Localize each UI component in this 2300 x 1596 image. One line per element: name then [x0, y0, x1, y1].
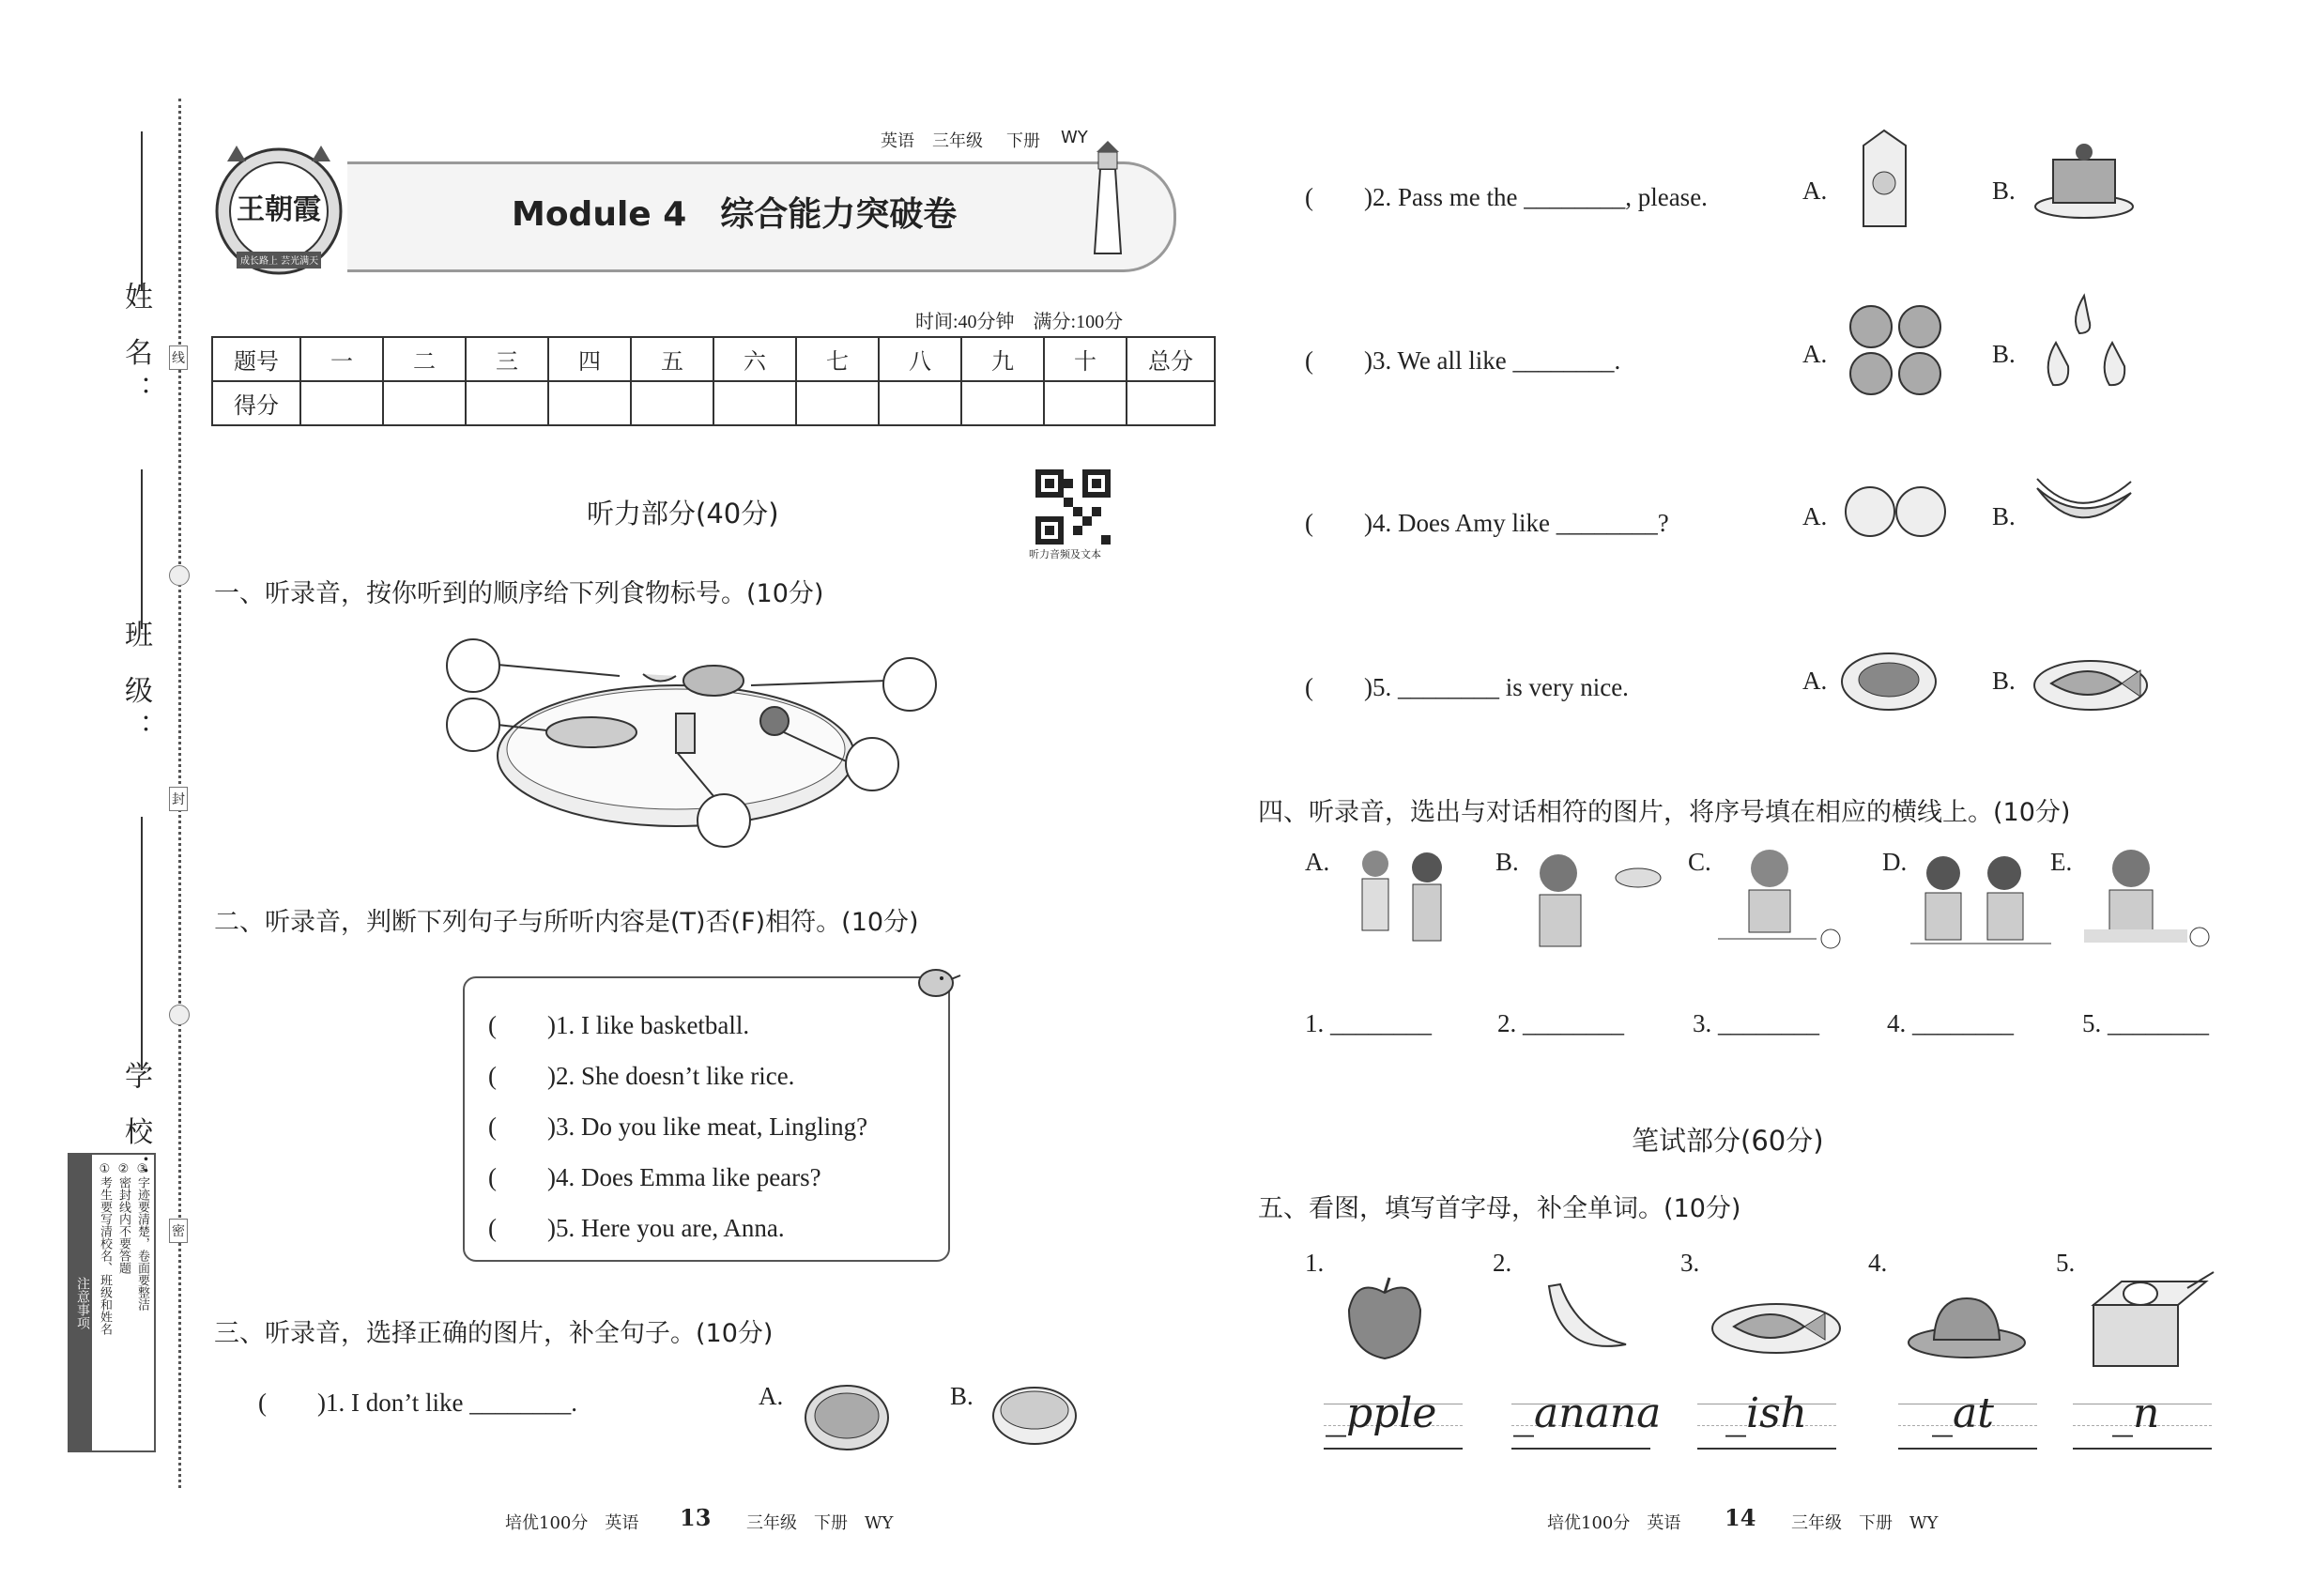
apples-icon	[1840, 474, 1953, 540]
score-row-label: 得分	[212, 381, 300, 425]
notice-title: 注意事项	[69, 1155, 92, 1450]
hat-icon	[1906, 1291, 2028, 1361]
score-header-cell: 四	[548, 337, 631, 381]
score-table-header-row	[212, 337, 1215, 381]
score-header-cell: 十	[1044, 337, 1127, 381]
option-b-label: B.	[1992, 340, 2016, 368]
word-blank-4[interactable]: _at	[1932, 1389, 1994, 1437]
page-number-right: 14	[1725, 1504, 1756, 1531]
brand-logo	[208, 141, 349, 282]
oranges-icon	[1845, 300, 1948, 399]
noodles-bowl-icon	[803, 1380, 892, 1455]
picture-option-b: B.	[1495, 848, 1519, 876]
footer-left-text: 培优100分 英语	[505, 1513, 639, 1533]
binding-hole-icon	[169, 1005, 190, 1025]
sec1-title: 一、听录音，按你听到的顺序给下列食物标号。(10分)	[214, 579, 824, 608]
score-header-cell: 九	[961, 337, 1044, 381]
score-cell[interactable]	[1044, 381, 1127, 425]
pears-icon	[2032, 291, 2136, 399]
option-b-label: B.	[950, 1382, 974, 1410]
bananas-icon	[2032, 474, 2136, 540]
sec3-question-1: ( )1. I don’t like ________.	[258, 1389, 577, 1417]
sec5-number-2: 2.	[1493, 1249, 1512, 1277]
footer-left-tail: 三年级 下册 WY	[746, 1513, 894, 1533]
option-b-label: B.	[1992, 176, 2016, 205]
score-cell[interactable]	[631, 381, 713, 425]
score-cell[interactable]	[961, 381, 1044, 425]
score-header-cell: 五	[631, 337, 713, 381]
listening-section-title: 听力部分(40分)	[587, 498, 779, 529]
score-cell[interactable]	[548, 381, 631, 425]
milk-carton-icon	[1859, 127, 1910, 230]
tf-item: ( )3. Do you like meat, Lingling?	[488, 1113, 868, 1141]
kids-dinner-scene-icon	[1338, 845, 1460, 958]
sec3-question-5: ( )5. ________ is very nice.	[1305, 673, 1629, 701]
school-label: 学 校：	[119, 1061, 152, 1192]
sec5-number-4: 4.	[1868, 1249, 1888, 1277]
page-number-left: 13	[680, 1504, 712, 1531]
picture-option-d: D.	[1882, 848, 1908, 876]
score-header-cell: 题号	[212, 337, 300, 381]
brand-name: 王朝霞	[237, 193, 321, 226]
sec5-title: 五、看图，填写首字母，补全单词。(10分)	[1258, 1194, 1741, 1223]
score-cell[interactable]	[1127, 381, 1215, 425]
sec3-question-4: ( )4. Does Amy like ________?	[1305, 509, 1669, 537]
meta-term: 下册	[1006, 131, 1040, 151]
score-cell[interactable]	[300, 381, 383, 425]
meat-plate-icon	[1840, 648, 1939, 714]
picture-option-c: C.	[1688, 848, 1711, 876]
score-header-cell: 二	[383, 337, 466, 381]
answer-circle[interactable]	[446, 698, 500, 752]
class-label: 班 级：	[119, 620, 152, 751]
page-title: Module 4 综合能力突破卷	[512, 195, 958, 234]
score-table	[211, 336, 1216, 426]
rice-bowl-icon	[990, 1380, 1080, 1450]
boy-eating-happy-icon	[2079, 845, 2211, 953]
brand-slogan: 成长路上 芸光满天	[240, 256, 319, 267]
score-cell[interactable]	[879, 381, 961, 425]
qr-caption: 听力音频及文本	[1029, 548, 1101, 560]
sec3-question-2: ( )2. Pass me the ________, please.	[1305, 183, 1708, 211]
score-header-cell: 六	[713, 337, 796, 381]
score-header-cell: 一	[300, 337, 383, 381]
answer-circle[interactable]	[882, 657, 937, 712]
notice-box	[68, 1153, 156, 1452]
seal-mark-close: 密	[169, 1219, 188, 1243]
school-blank[interactable]	[141, 817, 143, 1070]
score-header-cell: 八	[879, 337, 961, 381]
score-header-cell: 总分	[1127, 337, 1215, 381]
sec3-question-3: ( )3. We all like ________.	[1305, 346, 1621, 375]
score-cell[interactable]	[713, 381, 796, 425]
option-a-label: A.	[1802, 502, 1828, 530]
seal-mark-seal: 封	[169, 787, 188, 811]
word-blank-5[interactable]: _n	[2112, 1389, 2160, 1437]
option-a-label: A.	[759, 1382, 784, 1410]
sec4-blank-2[interactable]: 2. ________	[1497, 1009, 1624, 1037]
time-info: 时间:40分钟 满分:100分	[915, 312, 1124, 332]
meta-grade: 三年级	[932, 131, 983, 151]
sec4-title: 四、听录音，选出与对话相符的图片，将序号填在相应的横线上。(10分)	[1258, 798, 2071, 827]
binding-hole-icon	[169, 565, 190, 586]
option-a-label: A.	[1802, 176, 1828, 205]
footer-right-tail: 三年级 下册 WY	[1791, 1513, 1939, 1533]
score-cell[interactable]	[466, 381, 548, 425]
sec5-number-1: 1.	[1305, 1249, 1325, 1277]
score-cell[interactable]	[383, 381, 466, 425]
tf-item: ( )4. Does Emma like pears?	[488, 1163, 821, 1191]
bird-icon	[915, 962, 962, 1000]
option-b-label: B.	[1992, 667, 2016, 695]
sec4-blank-5[interactable]: 5. ________	[2082, 1009, 2209, 1037]
meta-subject: 英语	[881, 131, 914, 151]
meta-edition: WY	[1061, 128, 1088, 147]
two-kids-eating-icon	[1910, 850, 2051, 953]
fish-icon	[1710, 1291, 1842, 1357]
sec5-number-5: 5.	[2056, 1249, 2076, 1277]
tf-item: ( )1. I like basketball.	[488, 1011, 750, 1039]
answer-circle[interactable]	[845, 737, 899, 791]
writing-section-title: 笔试部分(60分)	[1632, 1125, 1824, 1157]
notice-1: ①考生要写清校名、班级和姓名	[98, 1162, 112, 1335]
score-cell[interactable]	[796, 381, 879, 425]
footer-right-text: 培优100分 英语	[1547, 1513, 1681, 1533]
seal-mark-line: 线	[169, 345, 188, 370]
sec3-title: 三、听录音，选择正确的图片，补全句子。(10分)	[214, 1319, 774, 1348]
sec4-blank-4[interactable]: 4. ________	[1887, 1009, 2014, 1037]
name-label: 姓 名：	[119, 282, 152, 413]
score-table-score-row	[212, 381, 1215, 425]
sec5-number-3: 3.	[1680, 1249, 1700, 1277]
tf-item: ( )5. Here you are, Anna.	[488, 1214, 785, 1242]
option-a-label: A.	[1802, 667, 1828, 695]
class-blank[interactable]	[141, 469, 143, 629]
score-header-cell: 七	[796, 337, 879, 381]
tf-item: ( )2. She doesn’t like rice.	[488, 1062, 795, 1090]
girl-not-eating-icon	[1713, 845, 1845, 953]
boy-with-noodles-icon	[1526, 850, 1666, 953]
banana-icon	[1540, 1277, 1633, 1361]
sec4-blank-1[interactable]: 1. ________	[1305, 1009, 1432, 1037]
sec4-blank-3[interactable]: 3. ________	[1693, 1009, 1819, 1037]
word-blank-1[interactable]: _pple	[1326, 1389, 1437, 1437]
name-blank[interactable]	[141, 131, 143, 291]
sec2-title: 二、听录音，判断下列句子与所听内容是(T)否(F)相符。(10分)	[214, 908, 919, 937]
fish-plate-icon	[2032, 648, 2150, 714]
qr-code-icon[interactable]	[1035, 469, 1111, 545]
notice-2: ②密封线内不要答题	[116, 1162, 130, 1274]
apple-icon	[1338, 1272, 1432, 1366]
picture-option-e: E.	[2050, 848, 2073, 876]
option-a-label: A.	[1802, 340, 1828, 368]
cake-icon	[2032, 131, 2136, 221]
word-blank-2[interactable]: _anana	[1513, 1389, 1662, 1437]
answer-circle[interactable]	[697, 793, 751, 848]
option-b-label: B.	[1992, 502, 2016, 530]
picture-option-a: A.	[1305, 848, 1330, 876]
notice-3: ③字迹要清楚，卷面要整洁	[135, 1162, 149, 1311]
lighthouse-icon	[1089, 141, 1127, 258]
score-header-cell: 三	[466, 337, 548, 381]
answer-circle[interactable]	[446, 638, 500, 693]
bird-in-box-icon	[2084, 1267, 2216, 1371]
word-blank-3[interactable]: _ish	[1725, 1389, 1807, 1437]
